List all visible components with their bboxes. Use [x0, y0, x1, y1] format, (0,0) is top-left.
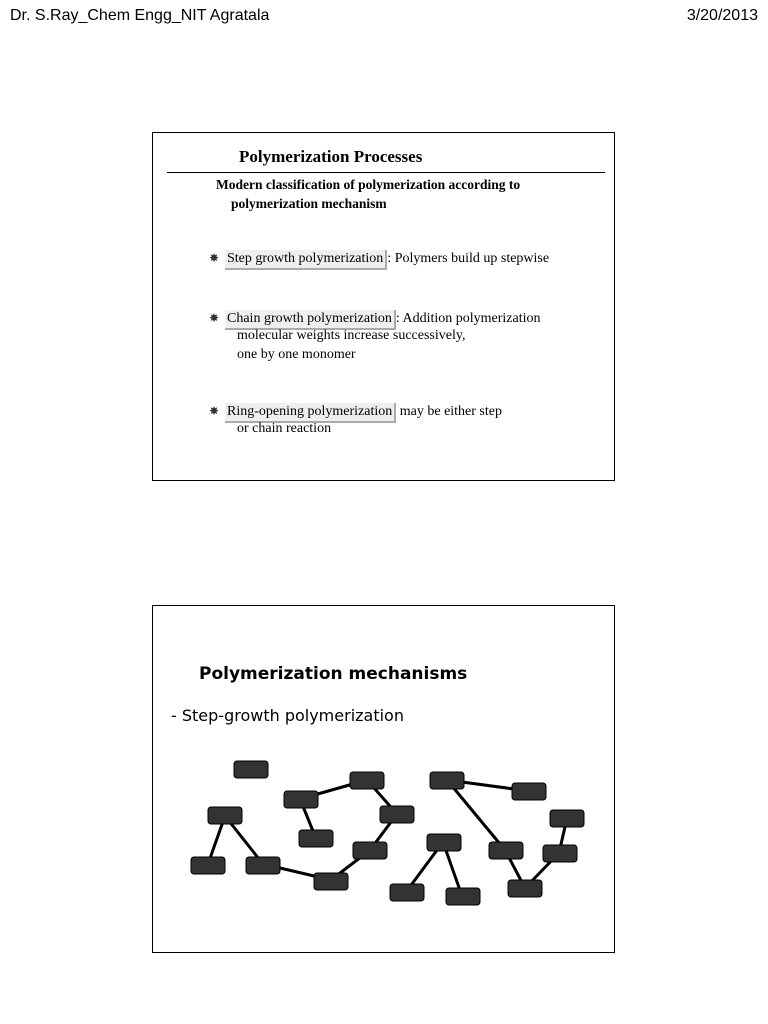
term-description: Addition polymerization — [399, 311, 541, 326]
step-growth-network-diagram — [153, 606, 614, 952]
slide-subtitle — [216, 175, 596, 213]
monomer-block — [299, 830, 333, 847]
monomer-block — [427, 834, 461, 851]
term-ring-opening: Ring-opening polymerization — [225, 403, 396, 423]
monomer-block — [489, 842, 523, 859]
term-separator: : — [387, 251, 392, 266]
subtitle-line-2: polymerization mechanism — [231, 196, 387, 211]
monomer-block — [246, 857, 280, 874]
slide-subtitle: - Step-growth polymerization — [171, 706, 404, 725]
monomer-block — [191, 857, 225, 874]
monomer-block — [430, 772, 464, 789]
term-step-growth: Step growth polymerization — [225, 250, 387, 270]
slide-polymerization-mechanisms — [152, 605, 615, 953]
star-burst-icon: ✸ — [209, 404, 220, 418]
monomer-block — [380, 806, 414, 823]
monomer-block — [550, 810, 584, 827]
monomer-block — [314, 873, 348, 890]
monomer-block — [512, 783, 546, 800]
header-author: Dr. S.Ray_Chem Engg_NIT Agratala — [10, 7, 270, 24]
header-date: 3/20/2013 — [686, 7, 758, 24]
monomer-block — [390, 884, 424, 901]
star-burst-icon: ✸ — [209, 311, 220, 325]
star-burst-icon: ✸ — [209, 251, 220, 265]
monomer-block — [208, 807, 242, 824]
slide-title: Polymerization Processes — [239, 147, 423, 166]
slide-title: Polymerization mechanisms — [199, 664, 468, 684]
term-description: Polymers build up stepwise — [391, 251, 550, 266]
title-divider — [167, 172, 605, 173]
slide-polymerization-processes — [152, 132, 615, 481]
continuation-line: one by one monomer — [237, 347, 356, 362]
monomer-block — [284, 791, 318, 808]
term-description: may be either step — [396, 404, 502, 419]
continuation-line: or chain reaction — [237, 421, 332, 436]
monomer-block — [543, 845, 577, 862]
monomer-block — [234, 761, 268, 778]
monomer-block — [508, 880, 542, 897]
term-separator: : — [395, 311, 400, 326]
term-chain-growth: Chain growth polymerization — [225, 310, 396, 330]
monomer-block — [446, 888, 480, 905]
monomer-block — [350, 772, 384, 789]
subtitle-line-1: Modern classification of polymerization according to — [216, 177, 521, 192]
continuation-line: molecular weights increase successively, — [237, 328, 466, 343]
list-item-step-growth — [209, 249, 549, 270]
monomer-block — [353, 842, 387, 859]
